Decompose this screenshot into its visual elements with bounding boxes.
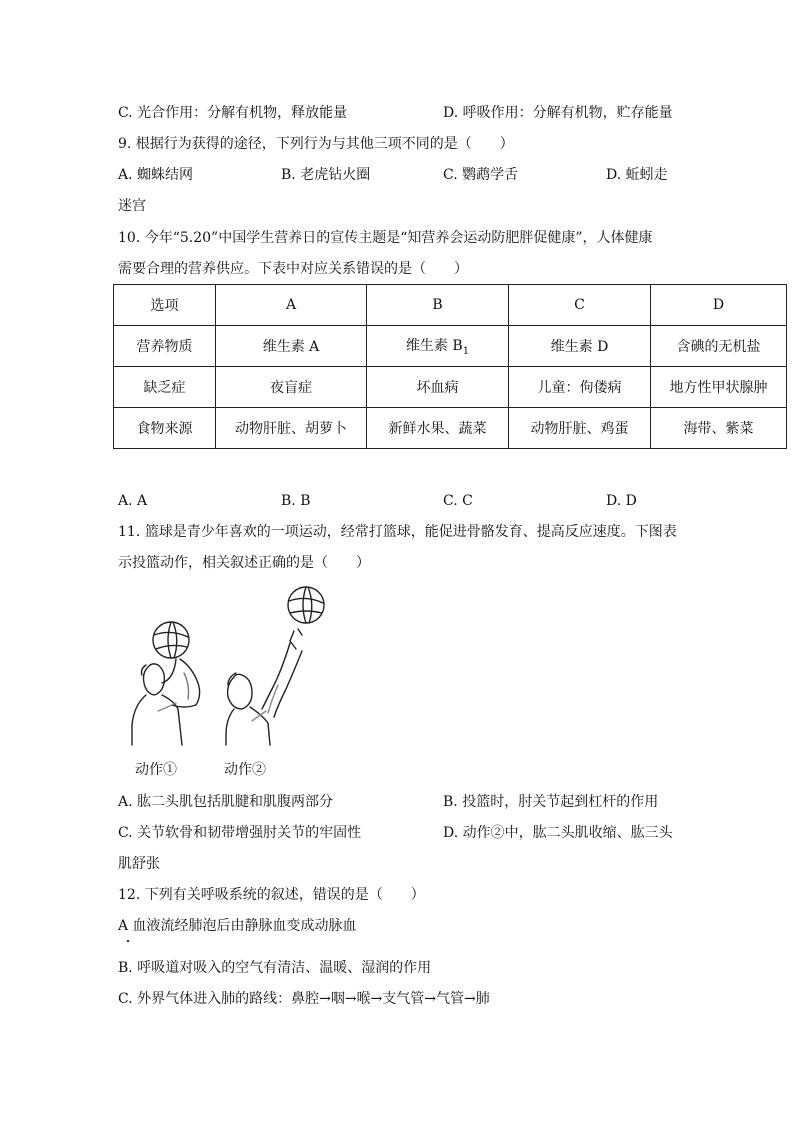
q12-stem: 12. 下列有关呼吸系统的叙述，错误的是（ ）: [118, 887, 425, 903]
nutrition-table: [113, 284, 787, 449]
q12-option-b: B. 呼吸道对吸入的空气有清洁、温暖、湿润的作用: [118, 960, 432, 976]
figure-caption-action-2: 动作②: [224, 762, 266, 778]
table-cell: 儿童：佝偻病: [509, 367, 651, 408]
q11-stem-line2: 示投篮动作，相关叙述正确的是（ ）: [118, 555, 370, 571]
q12-option-c: C. 外界气体进入肺的路线：鼻腔→咽→喉→支气管→气管→肺: [118, 991, 490, 1007]
q9-stem: 9. 根据行为获得的途径，下列行为与其他三项不同的是（ ）: [118, 136, 514, 152]
table-cell: [367, 326, 509, 367]
vitamin-b-label: 维生素 B: [405, 338, 463, 355]
q10-stem-line1: 10. 今年“5.20”中国学生营养日的宣传主题是“知营养会运动防肥胖促健康”，人体健康: [118, 230, 653, 246]
q11-option-d: D. 动作②中，肱二头肌收缩、肱三头: [443, 825, 673, 841]
table-row: [114, 285, 787, 326]
q9-option-b: B. 老虎钻火圈: [281, 167, 371, 183]
figure-action-1: [132, 622, 200, 745]
q8-option-d: D. 呼吸作用：分解有机物，贮存能量: [443, 105, 673, 121]
q12-option-a: A 血液流经肺泡后由静脉血变成动脉血: [118, 918, 357, 934]
table-cell: 缺乏症: [114, 367, 216, 408]
table-cell: 夜盲症: [216, 367, 367, 408]
q10-option-b: B. B: [281, 493, 311, 509]
basketball-shooting-illustration: [118, 585, 343, 750]
q11-option-d-continued: 肌舒张: [118, 856, 160, 872]
table-row: [114, 326, 787, 367]
q11-option-c: C. 关节软骨和韧带增强肘关节的牢固性: [118, 825, 362, 841]
q10-option-d: D. D: [606, 493, 637, 509]
q9-option-d-continued: 迷宫: [118, 198, 146, 214]
q9-option-d: D. 蚯蚓走: [606, 167, 668, 183]
table-cell: 坏血病: [367, 367, 509, 408]
table-cell: C: [509, 285, 651, 326]
table-cell: 营养物质: [114, 326, 216, 367]
stray-dot: [127, 940, 129, 942]
table-cell: 维生素 A: [216, 326, 367, 367]
table-cell: 动物肝脏、鸡蛋: [509, 408, 651, 449]
table-cell: 含碘的无机盐: [651, 326, 787, 367]
q11-stem-line1: 11. 篮球是青少年喜欢的一项运动，经常打篮球，能促进骨骼发育、提高反应速度。下图表: [118, 524, 677, 540]
figure-action-2: [226, 587, 324, 745]
q8-option-c: C. 光合作用：分解有机物，释放能量: [118, 105, 348, 121]
q9-option-c: C. 鹦鹉学舌: [443, 167, 519, 183]
table-cell: 动物肝脏、胡萝卜: [216, 408, 367, 449]
table-row: [114, 408, 787, 449]
q10-option-c: C. C: [443, 493, 473, 509]
table-cell: 地方性甲状腺肿: [651, 367, 787, 408]
table-cell: D: [651, 285, 787, 326]
table-cell: 海带、紫菜: [651, 408, 787, 449]
q11-option-b: B. 投篮时，肘关节起到杠杆的作用: [443, 794, 659, 810]
table-cell: B: [367, 285, 509, 326]
q11-option-a: A. 肱二头肌包括肌腱和肌腹两部分: [118, 794, 334, 810]
vitamin-b-subscript: 1: [462, 345, 470, 357]
table-cell: 维生素 D: [509, 326, 651, 367]
table-cell: A: [216, 285, 367, 326]
figure-caption-action-1: 动作①: [135, 762, 177, 778]
q10-option-a: A. A: [118, 493, 148, 509]
q10-stem-line2: 需要合理的营养供应。下表中对应关系错误的是（ ）: [118, 261, 468, 277]
table-cell: 新鲜水果、蔬菜: [367, 408, 509, 449]
table-cell: 选项: [114, 285, 216, 326]
table-cell: 食物来源: [114, 408, 216, 449]
table-row: [114, 367, 787, 408]
q9-option-a: A. 蜘蛛结网: [118, 167, 194, 183]
